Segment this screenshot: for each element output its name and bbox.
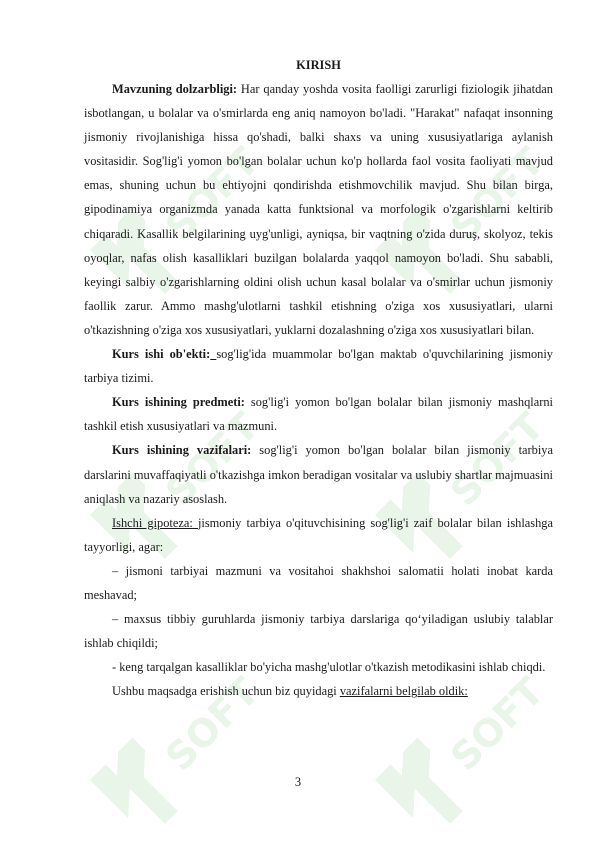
subject-paragraph xyxy=(84,390,553,438)
object-paragraph xyxy=(84,342,553,390)
tasks-text: sog'lig'i yomon bo'lgan bolalar bilan jismoniy tarbiya darslarini muvaffaqiyatli o'tkazishga imkon beradigan vositalar va uslubiy shartlar majmuasini aniqlash va nazariy asoslash. xyxy=(84,443,553,506)
tasks-paragraph xyxy=(84,438,553,510)
tasks-label: Kurs ishining vazifalari: xyxy=(112,443,252,458)
subject-text: sog'lig'i yomon bo'lgan bolalar bilan jismoniy mashqlarni tashkil etish xususiyatlari va mazmuni. xyxy=(84,395,553,434)
subject-label: Kurs ishining predmeti: xyxy=(112,395,245,410)
page-title: KIRISH xyxy=(296,58,341,72)
closing-text: Ushbu maqsadga erishish uchun biz quyidagi xyxy=(112,684,340,699)
document-page xyxy=(84,56,553,703)
relevance-paragraph xyxy=(84,77,553,342)
closing-paragraph xyxy=(84,679,553,703)
closing-underlined: vazifalarni belgilab oldik: xyxy=(339,684,468,699)
relevance-label: Mavzuning dolzarbligi: xyxy=(112,82,238,96)
condition-item: – jismoni tarbiyai mazmuni va vositahoi shakhshoi salomatii holati inobat karda meshavad; xyxy=(84,563,553,602)
condition-item: - keng tarqalgan kasalliklar bo'yicha mashg'ulotlar o'tkazish metodikasini ishlab chiqdi. xyxy=(112,660,546,675)
relevance-text: Har qanday yoshda vosita faolligi zarurligi fiziologik jihatdan isbotlangan, u bolalar va o'smirlarda eng aniq namoyon bo'ladi. "Harakat" nafaqat insonning jismoniy rivojlanishiga hissa qo'shadi, balki shaxs va uning xususiyatlariga aylanish vositasidir. Sog'lig'i yomon bo'lgan bolalar uchun ko'p hollarda faol vosita faoliyati mavjud emas, shuning uchun bu ehtiyojni qondirishda etishmovchilik mavjud. Shu bilan birga, gipodinamiya organizmda yanada katta funktsional va morfologik o'zgarishlarni keltirib chiqaradi. Kasallik belgilarining uyg'unligi, ayniqsa, bir vaqtning o'zida duruş, skolyoz, tekis oyoqlar, nafas olish kasalliklari buzilgan bolalarda yaqqol namoyon bo'ladi. Shu sababli, keyingi salbiy o'zgarishlarning oldini olish uchun kasal bolalar va o'smirlar uchun jismoniy faollik zarur. Ammo mashg'ulotlarni tashkil etishning o'ziga xos xususiyatlari, ularni o'tkazishning o'ziga xos xususiyatlari, yuklarni dozalashning o'ziga xos xususiyatlari bilan. xyxy=(84,82,553,337)
condition-item: – maxsus tibbiy guruhlarda jismoniy tarbiya darslariga qo‘yiladigan uslubiy talablar ishlab chiqildi; xyxy=(84,612,553,651)
hypothesis-paragraph xyxy=(84,511,553,559)
object-text: sog'lig'ida muammolar bo'lgan maktab o'quvchilarining jismoniy tarbiya tizimi. xyxy=(84,347,553,386)
hypothesis-label: Ishchi gipoteza: xyxy=(112,515,198,530)
object-label: Kurs ishi ob'ekti: xyxy=(112,347,211,362)
watermark-logo-pattern: SOFT xyxy=(0,0,596,842)
hypothesis-text: jismoniy tarbiya o'qituvchisining sog'lig'i zaif bolalar bilan ishlashga tayyorligi, agar: xyxy=(84,515,553,554)
page-number: 3 xyxy=(294,775,302,789)
